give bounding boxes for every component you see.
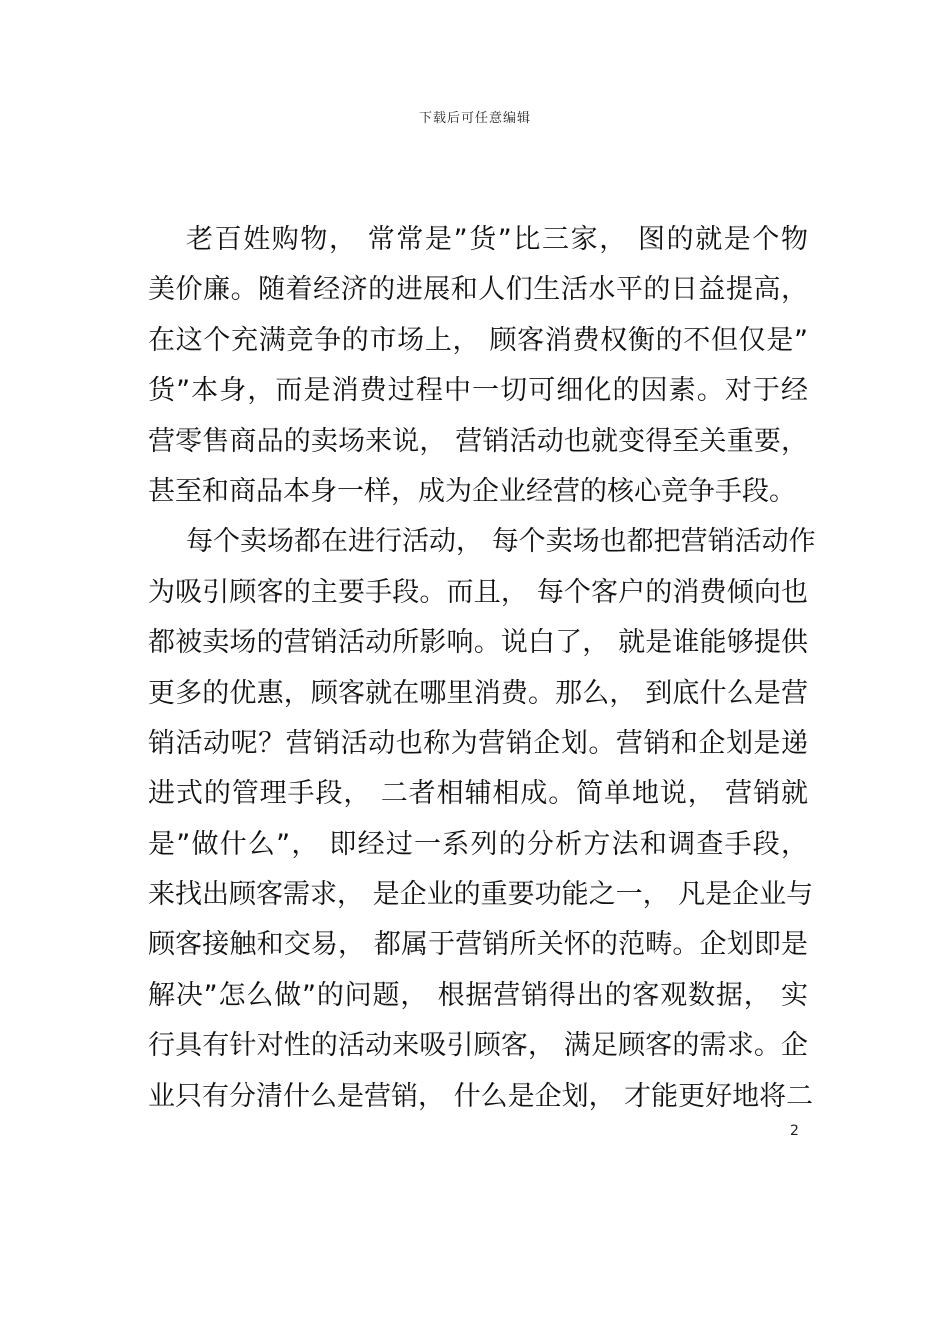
- text-line: 美价廉。随着经济的进展和人们生活水平的日益提高，: [148, 274, 808, 306]
- text-line: 在这个充满竞争的市场上， 顾客消费权衡的不但仅是”: [148, 324, 808, 356]
- text-line: 甚至和商品本身一样，成为企业经营的核心竞争手段。: [148, 475, 796, 507]
- text-line: 是”做什么”， 即经过一系列的分析方法和调查手段，: [148, 828, 808, 860]
- document-body: [148, 215, 816, 1122]
- text-line: 解决”怎么做”的问题， 根据营销得出的客观数据， 实: [148, 979, 808, 1011]
- page-header: 下载后可任意编辑: [418, 111, 531, 126]
- text-line: 营零售商品的卖场来说， 营销活动也就变得至关重要，: [148, 425, 808, 457]
- text-line: 老百姓购物， 常常是”货”比三家， 图的就是个物: [186, 224, 808, 255]
- text-line: 为吸引顾客的主要手段。而且， 每个客户的消费倾向也: [148, 576, 808, 608]
- text-line: 销活动呢？营销活动也称为营销企划。营销和企划是递: [148, 727, 808, 759]
- text-line: 更多的优惠，顾客就在哪里消费。那么， 到底什么是营: [148, 677, 808, 709]
- paragraph: [148, 517, 816, 1122]
- paragraph: [148, 215, 808, 517]
- text-line: 顾客接触和交易， 都属于营销所关怀的范畴。企划即是: [148, 929, 808, 961]
- page-number: 2: [790, 1123, 799, 1139]
- text-line: 业只有分清什么是营销， 什么是企划， 才能更好地将二: [148, 1080, 814, 1112]
- text-line: 来找出顾客需求， 是企业的重要功能之一， 凡是企业与: [148, 879, 814, 911]
- text-line: 进式的管理手段， 二者相辅相成。简单地说， 营销就: [148, 778, 808, 810]
- text-line: 每个卖场都在进行活动， 每个卖场也都把营销活动作: [186, 526, 816, 558]
- text-line: 都被卖场的营销活动所影响。说白了， 就是谁能够提供: [148, 627, 808, 659]
- text-line: 行具有针对性的活动来吸引顾客， 满足顾客的需求。企: [148, 1030, 808, 1062]
- text-line: 货”本身，而是消费过程中一切可细化的因素。对于经: [148, 375, 808, 407]
